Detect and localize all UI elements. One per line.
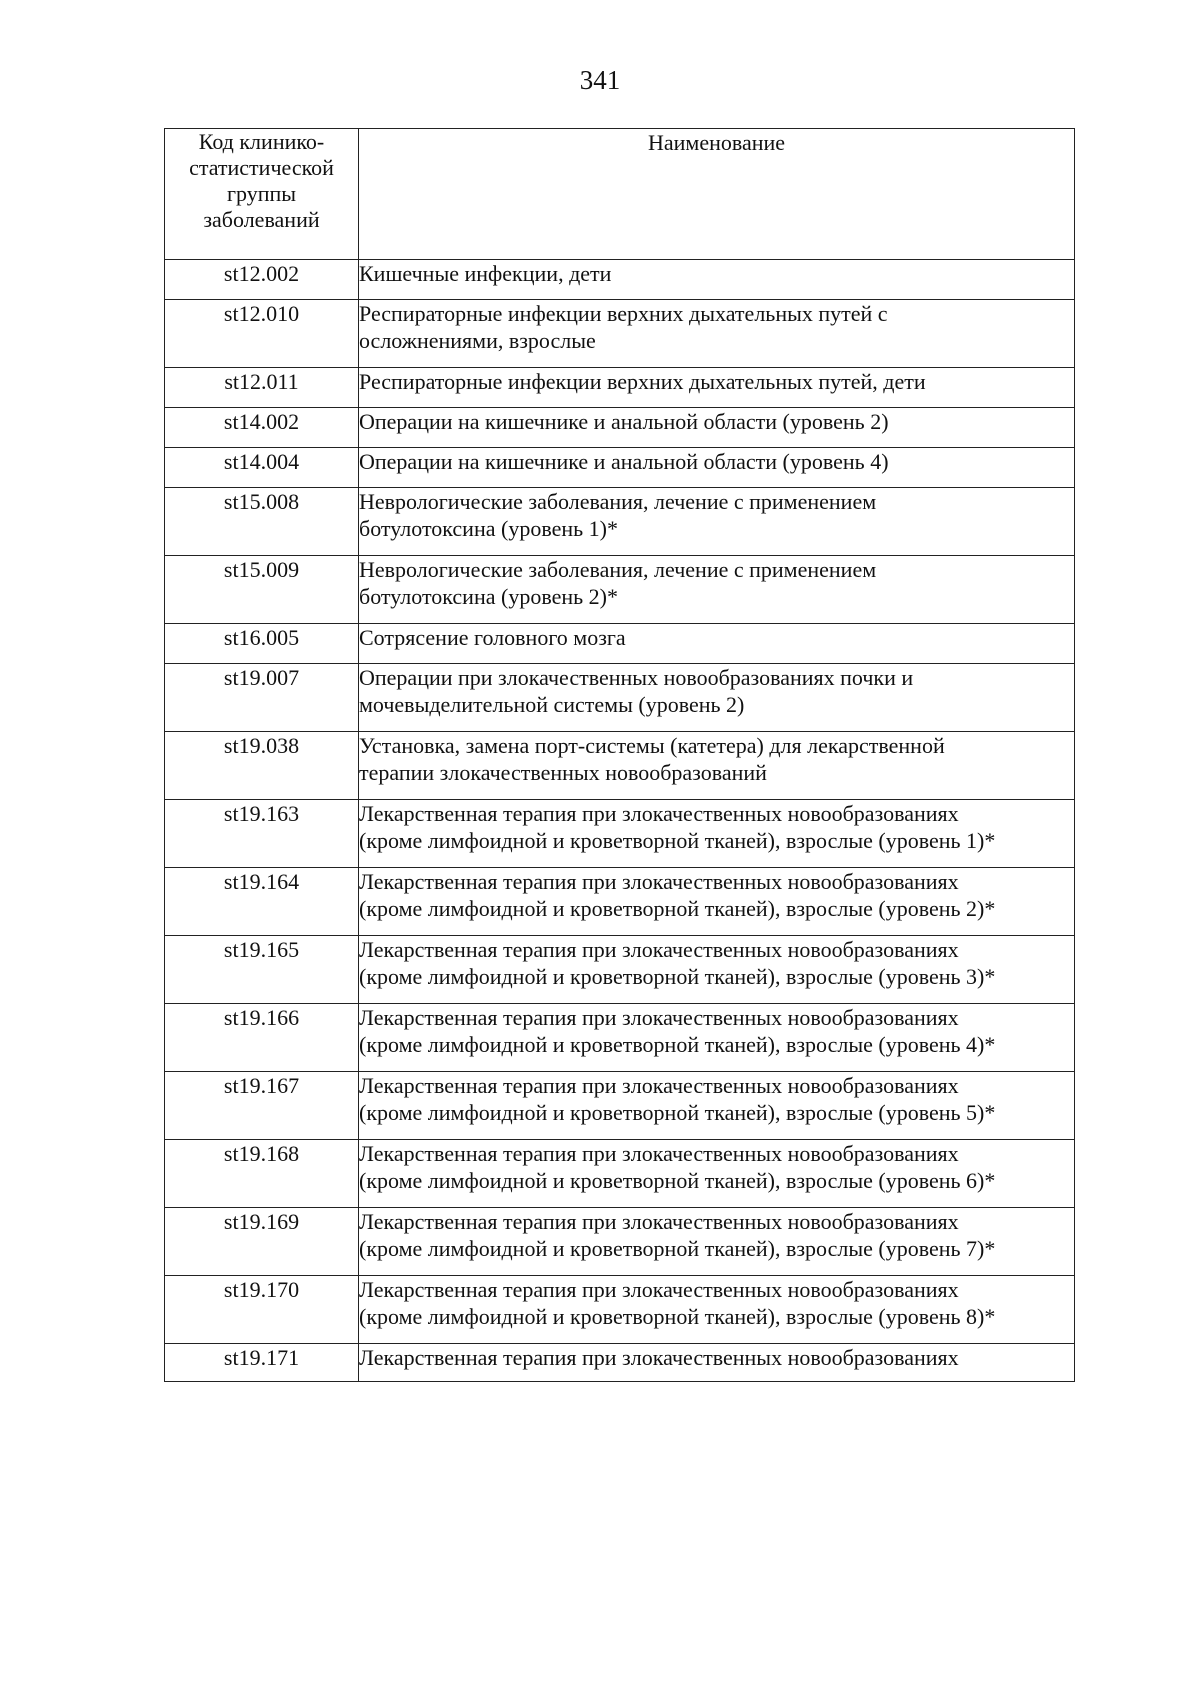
table-row: [165, 1072, 1075, 1140]
code-cell: st19.165: [165, 936, 359, 1004]
table-row: [165, 556, 1075, 624]
name-line: Неврологические заболевания, лечение с применением: [359, 489, 877, 514]
page-number: 341: [579, 65, 621, 95]
header-code-line: заболеваний: [203, 207, 320, 232]
code-cell: st19.170: [165, 1276, 359, 1344]
table-row: [165, 936, 1075, 1004]
code-cell: st12.010: [165, 300, 359, 368]
table-row: [165, 800, 1075, 868]
name-cell: [359, 1072, 1075, 1140]
name-line: (кроме лимфоидной и кроветворной тканей), взрослые (уровень 2)*: [359, 896, 996, 921]
code-cell: st15.009: [165, 556, 359, 624]
table-header-row: [165, 129, 1075, 260]
code-cell: st12.002: [165, 260, 359, 300]
name-cell: [359, 1004, 1075, 1072]
table-row: [165, 260, 1075, 300]
name-line: Респираторные инфекции верхних дыхательных путей, дети: [359, 369, 926, 394]
code-cell: st16.005: [165, 624, 359, 664]
name-cell: [359, 1208, 1075, 1276]
name-cell: [359, 732, 1075, 800]
code-cell: st19.038: [165, 732, 359, 800]
name-cell: [359, 664, 1075, 732]
name-line: (кроме лимфоидной и кроветворной тканей), взрослые (уровень 6)*: [359, 1168, 996, 1193]
header-code-cell: [165, 129, 359, 260]
table-row: [165, 664, 1075, 732]
name-line: Лекарственная терапия при злокачественных новообразованиях: [359, 1005, 959, 1030]
name-line: (кроме лимфоидной и кроветворной тканей), взрослые (уровень 1)*: [359, 828, 996, 853]
table-row: [165, 448, 1075, 488]
name-line: Сотрясение головного мозга: [359, 625, 626, 650]
name-cell: [359, 936, 1075, 1004]
table-row: [165, 1344, 1075, 1382]
header-name-cell: Наименование: [359, 129, 1075, 260]
header-code-line: Код клинико-: [198, 129, 325, 154]
name-line: Лекарственная терапия при злокачественных новообразованиях: [359, 801, 959, 826]
name-line: (кроме лимфоидной и кроветворной тканей), взрослые (уровень 4)*: [359, 1032, 996, 1057]
name-line: Лекарственная терапия при злокачественных новообразованиях: [359, 937, 959, 962]
table-row: [165, 368, 1075, 408]
name-cell: [359, 1276, 1075, 1344]
code-cell: st19.007: [165, 664, 359, 732]
header-code-line: группы: [226, 181, 297, 206]
header-code-line: статистической: [189, 155, 334, 180]
name-line: Операции при злокачественных новообразованиях почки и: [359, 665, 914, 690]
name-cell: [359, 800, 1075, 868]
code-cell: st19.171: [165, 1344, 359, 1382]
table-row: [165, 1140, 1075, 1208]
name-line: Операции на кишечнике и анальной области (уровень 2): [359, 409, 889, 434]
name-line: мочевыделительной системы (уровень 2): [359, 692, 745, 717]
code-cell: st14.004: [165, 448, 359, 488]
name-cell: [359, 1344, 1075, 1382]
name-cell: [359, 260, 1075, 300]
name-cell: [359, 1140, 1075, 1208]
name-cell: [359, 408, 1075, 448]
name-line: (кроме лимфоидной и кроветворной тканей), взрослые (уровень 3)*: [359, 964, 996, 989]
name-cell: [359, 368, 1075, 408]
name-line: Респираторные инфекции верхних дыхательных путей с: [359, 301, 888, 326]
name-line: Лекарственная терапия при злокачественных новообразованиях: [359, 1345, 959, 1370]
code-cell: st12.011: [165, 368, 359, 408]
ksg-table: [164, 128, 1075, 1382]
table-row: [165, 1208, 1075, 1276]
table-row: [165, 1276, 1075, 1344]
name-line: Лекарственная терапия при злокачественных новообразованиях: [359, 1141, 959, 1166]
name-line: (кроме лимфоидной и кроветворной тканей), взрослые (уровень 7)*: [359, 1236, 996, 1261]
table-row: [165, 1004, 1075, 1072]
code-cell: st19.163: [165, 800, 359, 868]
name-cell: [359, 448, 1075, 488]
code-cell: st19.164: [165, 868, 359, 936]
table-row: [165, 488, 1075, 556]
name-line: Лекарственная терапия при злокачественных новообразованиях: [359, 1277, 959, 1302]
name-line: Неврологические заболевания, лечение с применением: [359, 557, 877, 582]
name-line: (кроме лимфоидной и кроветворной тканей), взрослые (уровень 8)*: [359, 1304, 996, 1329]
name-cell: [359, 624, 1075, 664]
name-line: (кроме лимфоидной и кроветворной тканей), взрослые (уровень 5)*: [359, 1100, 996, 1125]
table-row: [165, 732, 1075, 800]
code-cell: st19.169: [165, 1208, 359, 1276]
name-line: осложнениями, взрослые: [359, 328, 596, 353]
name-line: Лекарственная терапия при злокачественных новообразованиях: [359, 1209, 959, 1234]
table-row: [165, 624, 1075, 664]
name-line: Кишечные инфекции, дети: [359, 261, 612, 286]
name-line: Лекарственная терапия при злокачественных новообразованиях: [359, 869, 959, 894]
name-cell: [359, 556, 1075, 624]
name-cell: [359, 300, 1075, 368]
code-cell: st14.002: [165, 408, 359, 448]
code-cell: st19.167: [165, 1072, 359, 1140]
name-line: Операции на кишечнике и анальной области (уровень 4): [359, 449, 889, 474]
name-line: терапии злокачественных новообразований: [359, 760, 767, 785]
code-cell: st15.008: [165, 488, 359, 556]
name-cell: [359, 868, 1075, 936]
name-line: Лекарственная терапия при злокачественных новообразованиях: [359, 1073, 959, 1098]
code-cell: st19.166: [165, 1004, 359, 1072]
name-line: Установка, замена порт-системы (катетера) для лекарственной: [359, 733, 945, 758]
name-cell: [359, 488, 1075, 556]
name-line: ботулотоксина (уровень 1)*: [359, 516, 618, 541]
table-row: [165, 408, 1075, 448]
table-row: [165, 300, 1075, 368]
code-cell: st19.168: [165, 1140, 359, 1208]
name-line: ботулотоксина (уровень 2)*: [359, 584, 618, 609]
table-row: [165, 868, 1075, 936]
